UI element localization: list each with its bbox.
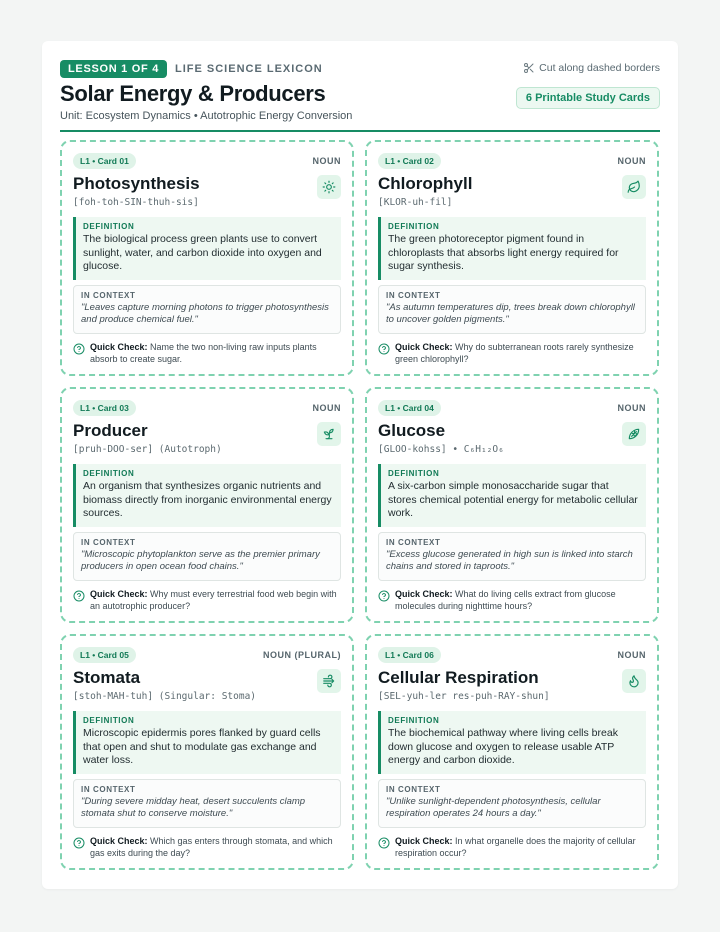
card-id-badge: L1 • Card 01 <box>73 153 136 169</box>
leaf-icon <box>622 175 646 199</box>
card-pronunciation: [GLOO-kohss] • C₆H₁₂O₆ <box>378 444 504 455</box>
context-text: "As autumn temperatures dip, trees break down chlorophyll to uncover golden pigments." <box>386 301 635 325</box>
card-term: Cellular Respiration <box>378 668 539 687</box>
quick-check-text: What do living cells extract from glucose molecules during nighttime hours? <box>395 589 616 611</box>
study-sheet <box>42 41 678 889</box>
context-box <box>378 285 646 334</box>
card-pronunciation: [pruh-DOO-ser] (Autotroph) <box>73 444 222 455</box>
context-text: "Leaves capture morning photons to trigger photosynthesis and produce chemical fuel." <box>81 301 329 325</box>
question-circle-icon <box>73 343 85 355</box>
wind-icon <box>317 669 341 693</box>
context-label: IN CONTEXT <box>81 290 136 300</box>
part-of-speech: NOUN <box>617 649 646 660</box>
sheet-header <box>60 41 660 132</box>
quick-check-label: Quick Check: <box>90 836 148 846</box>
card-term: Producer <box>73 421 148 440</box>
context-text: "Microscopic phytoplankton serve as the premier primary producers in open ocean food chains." <box>81 548 320 572</box>
lexicon-label: LIFE SCIENCE LEXICON <box>175 63 323 75</box>
page-subtitle: Unit: Ecosystem Dynamics • Autotrophic Energy Conversion <box>60 110 353 122</box>
context-text: "Unlike sunlight-dependent photosynthesis, cellular respiration operates 24 hours a day." <box>386 795 601 819</box>
card-count-badge: 6 Printable Study Cards <box>516 87 660 109</box>
card-pronunciation: [KLOR-uh-fil] <box>378 197 453 208</box>
context-text: "During severe midday heat, desert succulents clamp stomata shut to conserve moisture." <box>81 795 306 819</box>
study-card <box>365 387 659 623</box>
study-card <box>60 634 354 870</box>
card-term: Glucose <box>378 421 446 440</box>
question-circle-icon <box>73 590 85 602</box>
quick-check-text: Which gas enters through stomata, and which gas exits during the day? <box>90 836 333 858</box>
context-box <box>73 285 341 334</box>
definition-box <box>73 464 341 527</box>
card-id-badge: L1 • Card 05 <box>73 647 136 663</box>
quick-check-text: Name the two non-living raw inputs plants absorb to create sugar. <box>90 342 317 364</box>
definition-label: DEFINITION <box>388 716 440 725</box>
card-id-badge: L1 • Card 04 <box>378 400 441 416</box>
definition-text: An organism that synthesizes organic nutrients and biomass directly from inorganic environmental energy sources. <box>83 480 332 519</box>
quick-check <box>73 836 341 859</box>
context-box <box>73 779 341 828</box>
context-box <box>73 532 341 581</box>
quick-check-text: Why must every terrestrial food web begin with an autotrophic producer? <box>90 589 337 611</box>
study-card <box>365 634 659 870</box>
quick-check <box>378 342 646 365</box>
context-text: "Excess glucose generated in high sun is linked into starch chains and stored in taproots." <box>386 548 633 572</box>
definition-text: The biological process green plants use to convert sunlight, water, and carbon dioxide into oxygen and glucose. <box>83 233 322 272</box>
context-label: IN CONTEXT <box>386 784 441 794</box>
sun-icon <box>317 175 341 199</box>
part-of-speech: NOUN <box>312 402 341 413</box>
definition-text: A six-carbon simple monosaccharide sugar that stores chemical potential energy for metabolic cellular work. <box>388 480 638 519</box>
quick-check-label: Quick Check: <box>90 342 148 352</box>
cut-note <box>523 62 660 74</box>
quick-check-label: Quick Check: <box>395 836 453 846</box>
context-box <box>378 532 646 581</box>
definition-box <box>378 711 646 774</box>
header-divider <box>60 130 660 132</box>
definition-text: The green photoreceptor pigment found in chloroplasts that absorbs light energy required for sugar synthesis. <box>388 233 619 272</box>
card-id-badge: L1 • Card 06 <box>378 647 441 663</box>
part-of-speech: NOUN <box>617 402 646 413</box>
molecule-icon <box>622 422 646 446</box>
page-title: Solar Energy & Producers <box>60 81 326 106</box>
quick-check-label: Quick Check: <box>395 589 453 599</box>
quick-check <box>378 836 646 859</box>
card-term: Chlorophyll <box>378 174 473 193</box>
quick-check <box>378 589 646 612</box>
definition-box <box>378 464 646 527</box>
quick-check <box>73 342 341 365</box>
card-term: Photosynthesis <box>73 174 200 193</box>
question-circle-icon <box>378 343 390 355</box>
question-circle-icon <box>378 837 390 849</box>
definition-label: DEFINITION <box>388 222 440 231</box>
flame-icon <box>622 669 646 693</box>
card-pronunciation: [stoh-MAH-tuh] (Singular: Stoma) <box>73 691 257 702</box>
quick-check-label: Quick Check: <box>395 342 453 352</box>
quick-check-label: Quick Check: <box>90 589 148 599</box>
part-of-speech: NOUN <box>312 155 341 166</box>
context-label: IN CONTEXT <box>81 537 136 547</box>
quick-check-text: Why do subterranean roots rarely synthesize green chlorophyll? <box>395 342 634 364</box>
cut-note-text: Cut along dashed borders <box>539 62 660 74</box>
quick-check <box>73 589 341 612</box>
definition-text: The biochemical pathway where living cells break down glucose and oxygen to release usable ATP energy and carbon dioxide. <box>388 727 618 766</box>
sprout-icon <box>317 422 341 446</box>
question-circle-icon <box>378 590 390 602</box>
definition-label: DEFINITION <box>388 469 440 478</box>
question-circle-icon <box>73 837 85 849</box>
scissors-icon <box>523 62 535 74</box>
context-label: IN CONTEXT <box>386 537 441 547</box>
part-of-speech: NOUN <box>617 155 646 166</box>
card-pronunciation: [foh-toh-SIN-thuh-sis] <box>73 197 199 208</box>
context-label: IN CONTEXT <box>81 784 136 794</box>
definition-box <box>378 217 646 280</box>
study-card <box>365 140 659 376</box>
card-grid <box>60 140 660 870</box>
definition-box <box>73 217 341 280</box>
definition-label: DEFINITION <box>83 222 135 231</box>
part-of-speech: NOUN (PLURAL) <box>263 649 341 660</box>
lesson-row <box>60 60 323 78</box>
study-card <box>60 140 354 376</box>
context-label: IN CONTEXT <box>386 290 441 300</box>
study-card <box>60 387 354 623</box>
definition-label: DEFINITION <box>83 469 135 478</box>
card-id-badge: L1 • Card 02 <box>378 153 441 169</box>
definition-label: DEFINITION <box>83 716 135 725</box>
definition-box <box>73 711 341 774</box>
context-box <box>378 779 646 828</box>
card-id-badge: L1 • Card 03 <box>73 400 136 416</box>
quick-check-text: In what organelle does the majority of cellular respiration occur? <box>395 836 636 858</box>
definition-text: Microscopic epidermis pores flanked by guard cells that open and shut to modulate gas exchange and water loss. <box>83 727 321 766</box>
card-term: Stomata <box>73 668 141 687</box>
lesson-badge: LESSON 1 OF 4 <box>60 60 167 78</box>
card-pronunciation: [SEL-yuh-ler res-puh-RAY-shun] <box>378 691 550 702</box>
